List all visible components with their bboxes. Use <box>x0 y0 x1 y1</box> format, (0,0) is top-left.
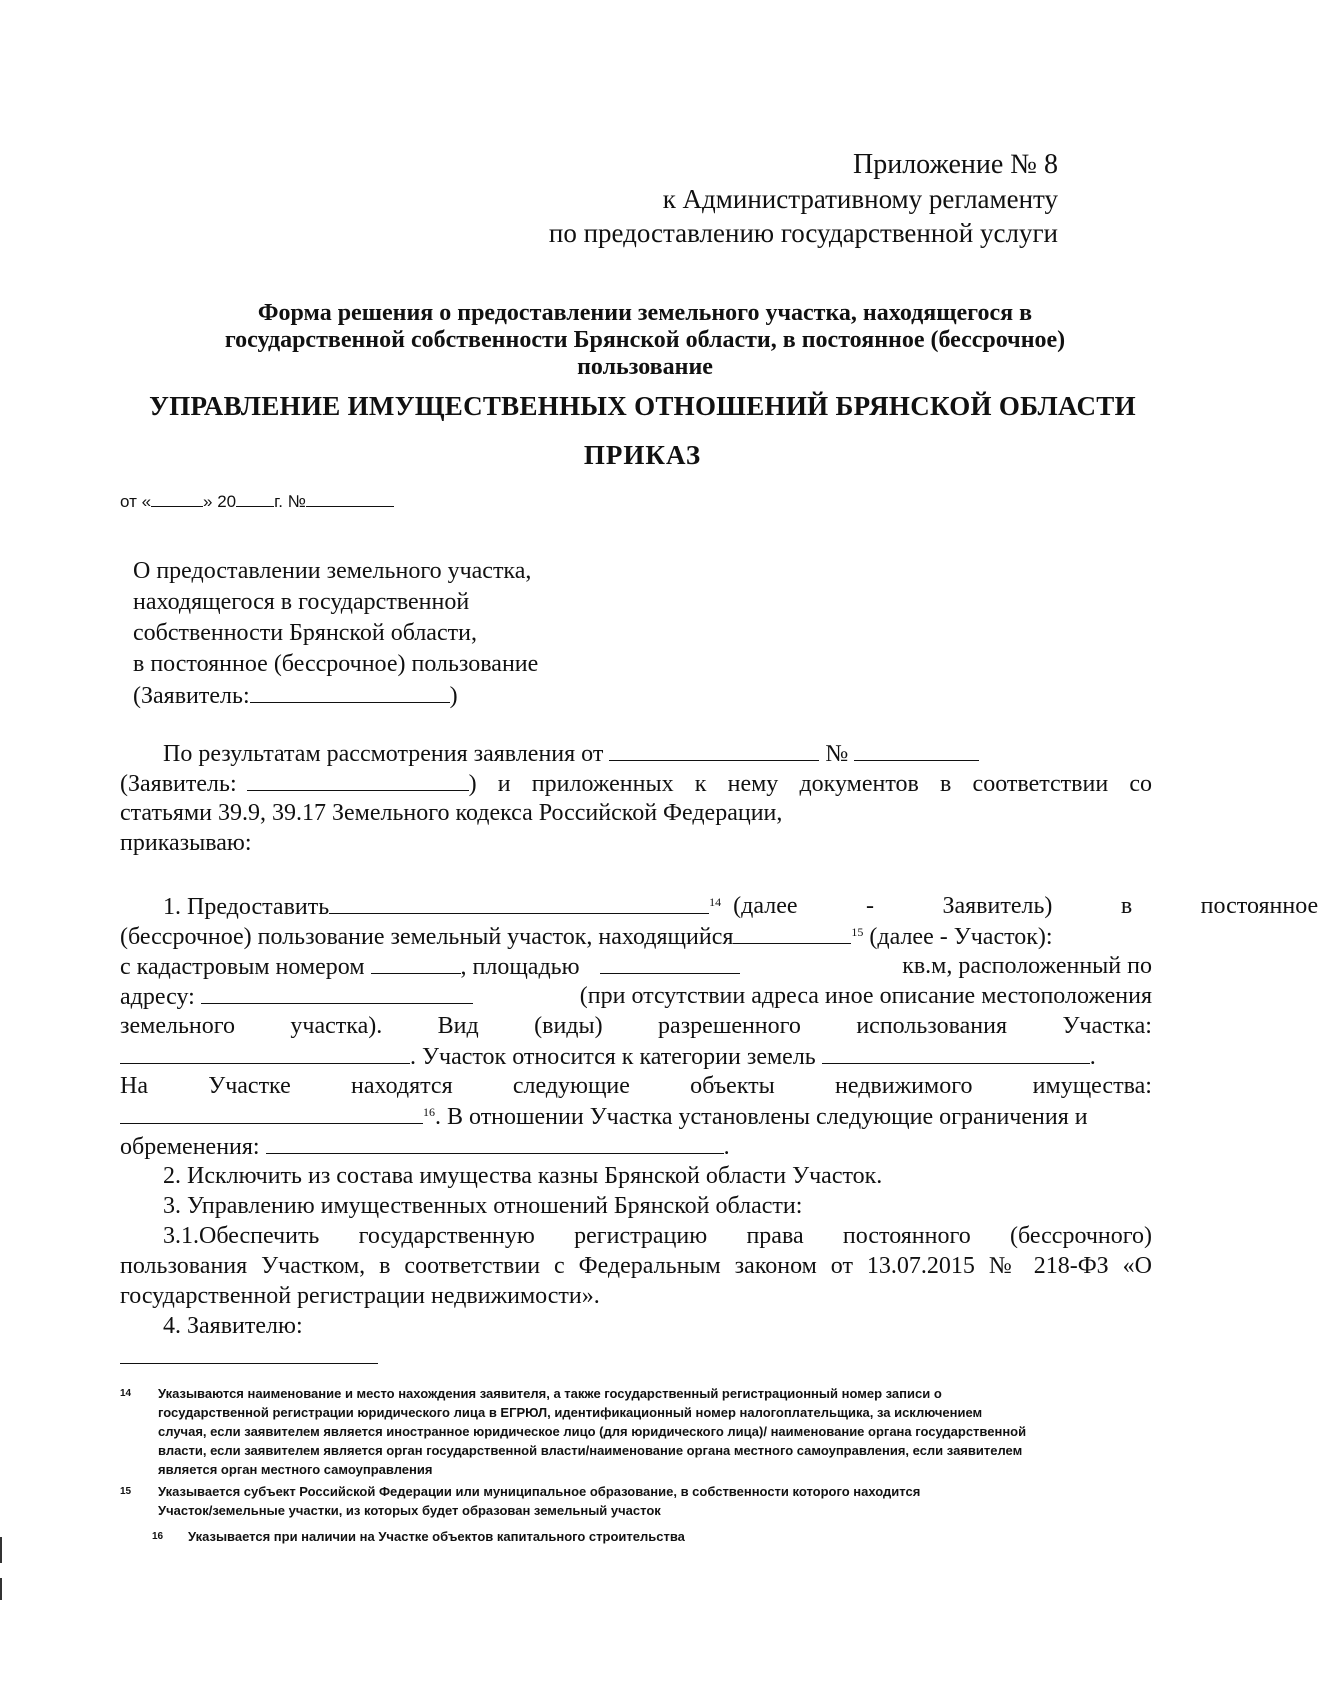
footnote-line: власти, если заявителем является орган государственной власти/наименование органа местного самоуправления, если заявителем <box>158 1443 1023 1458</box>
application-number-blank <box>854 738 979 761</box>
subject-line-5 <box>133 680 538 712</box>
period: . <box>723 1134 730 1160</box>
item1-line-7 <box>120 1071 1152 1101</box>
item31-line-3: государственной регистрации недвижимости». <box>120 1283 600 1309</box>
word: следующие <box>512 1073 630 1099</box>
word: объекты <box>690 1073 775 1099</box>
footnote-line: Указывается субъект Российской Федерации или муниципальное образование, в собственности которого находится <box>158 1484 921 1499</box>
item1-plot-location-text: (бессрочное) пользование земельный участок, находящийся <box>120 924 734 950</box>
real-estate-objects-blank <box>120 1101 423 1124</box>
footnote-ref-16: 16 <box>423 1105 435 1119</box>
item1-line-1 <box>163 891 1318 922</box>
owner-blank <box>733 921 851 944</box>
footnote-line: Участок/земельные участки, из которых будет образован земельный участок <box>158 1503 661 1518</box>
word: (бессрочного) <box>1010 1223 1152 1249</box>
order-subject <box>133 556 538 712</box>
footnote-15-mark <box>120 1480 131 1501</box>
order-heading: ПРИКАЗ <box>583 440 702 470</box>
form-title <box>0 300 1200 381</box>
word: земельного <box>120 1013 235 1039</box>
footnote-line: Указывается при наличии на Участке объектов капитального строительства <box>188 1529 685 1544</box>
scan-edge-mark <box>0 1578 2 1600</box>
appendix-header <box>549 148 1058 250</box>
grantee-blank <box>329 891 709 914</box>
item1-line-4 <box>120 981 1152 1012</box>
item1-grant-text: 1. Предоставить <box>163 894 330 920</box>
item31-line-1 <box>163 1221 1152 1251</box>
footnote-line: является орган местного самоуправления <box>158 1462 433 1477</box>
subject-close-paren: ) <box>449 683 458 709</box>
land-category-blank <box>822 1041 1090 1064</box>
footnote-mark: 16 <box>152 1531 164 1542</box>
word: постоянного <box>842 1223 971 1249</box>
permitted-use-blank <box>120 1041 410 1064</box>
dateline-year: » 20 <box>203 492 237 511</box>
word: регистрацию <box>574 1223 708 1249</box>
dateline-number-label: г. № <box>274 492 306 511</box>
word: 3.1.Обеспечить <box>163 1223 320 1249</box>
word: Участке <box>208 1073 291 1099</box>
address-blank <box>201 981 473 1004</box>
period: . <box>1089 1044 1096 1070</box>
word: На <box>120 1073 148 1099</box>
cadastral-label: с кадастровым номером <box>120 954 365 980</box>
subject-applicant-label: (Заявитель: <box>133 683 250 709</box>
word: имущества: <box>1032 1073 1152 1099</box>
word: права <box>746 1223 804 1249</box>
restrictions-text: . В отношении Участка установлены следующие ограничения и <box>435 1104 1088 1130</box>
item1-line-8 <box>120 1101 1088 1132</box>
encumbrances-blank <box>266 1131 724 1154</box>
item1-line-3 <box>120 951 1152 982</box>
application-date-blank <box>609 738 819 761</box>
preamble-line-4: приказываю: <box>120 830 252 856</box>
footnote-14-mark <box>120 1382 131 1403</box>
item1-line-6 <box>120 1041 1152 1072</box>
word: участка). <box>290 1013 383 1039</box>
order-date-line <box>120 492 394 512</box>
form-title-line-2: государственной собственности Брянской области, в постоянное (бессрочное) <box>224 327 1066 353</box>
dateline-from: от « <box>120 492 152 511</box>
appendix-service: по предоставлению государственной услуги <box>548 218 1058 248</box>
item1-line-5 <box>120 1011 1152 1041</box>
footnote-ref-15: 15 <box>851 925 864 939</box>
applicant-blank <box>250 680 450 703</box>
year-blank <box>236 492 274 507</box>
preamble-documents-text: ) и приложенных к нему документов в соответствии со <box>468 771 1152 797</box>
address-label: адресу: <box>120 984 195 1010</box>
area-unit-text: кв.м, расположенный по <box>902 953 1152 979</box>
subject-line-2: находящегося в государственной <box>133 589 470 615</box>
organization-name: УПРАВЛЕНИЕ ИМУЩЕСТВЕННЫХ ОТНОШЕНИЙ БРЯНСКОЙ ОБЛАСТИ <box>149 391 1136 421</box>
item2: 2. Исключить из состава имущества казны Брянской области Участок. <box>163 1163 883 1189</box>
word: Участка: <box>1062 1013 1152 1039</box>
item1-line-9 <box>120 1131 730 1162</box>
area-blank <box>600 951 740 974</box>
footnote-line: случая, если заявителем является иностранное юридическое лицо (для юридического лица)/ наименование органа государственной <box>158 1424 1027 1439</box>
form-title-line-1: Форма решения о предоставлении земельного участка, находящегося в <box>257 300 1033 326</box>
footnote-mark: 14 <box>120 1388 132 1399</box>
footnote-14 <box>158 1384 1158 1479</box>
item1-plot-definition: (далее - Участок): <box>869 924 1053 950</box>
word: государственную <box>358 1223 535 1249</box>
footnote-ref-14: 14 <box>709 895 722 909</box>
scan-edge-mark <box>0 1537 2 1563</box>
land-category-text: . Участок относится к категории земель <box>410 1044 816 1070</box>
appendix-number: Приложение № 8 <box>853 149 1058 180</box>
word: находятся <box>351 1073 453 1099</box>
item1-line-2 <box>120 921 1053 952</box>
address-alternative-text: (при отсутствии адреса иное описание местоположения <box>579 983 1152 1009</box>
preamble-applicant-blank <box>247 768 469 791</box>
cadastral-number-blank <box>371 951 461 974</box>
order-number-blank <box>306 492 394 507</box>
word: использования <box>856 1013 1008 1039</box>
word: (виды) <box>534 1013 603 1039</box>
footnote-16-mark <box>152 1525 163 1546</box>
encumbrances-label: обременения: <box>120 1134 260 1160</box>
footnote-separator <box>120 1363 378 1364</box>
item3: 3. Управлению имущественных отношений Брянской области: <box>163 1193 803 1219</box>
preamble-line-2 <box>120 768 1152 799</box>
footnote-15 <box>158 1482 1158 1520</box>
day-blank <box>151 492 203 507</box>
item4: 4. Заявителю: <box>163 1313 303 1339</box>
area-label: , площадью <box>460 954 580 980</box>
subject-line-1: О предоставлении земельного участка, <box>133 558 532 584</box>
footnote-16 <box>188 1527 1088 1546</box>
form-title-line-3: пользование <box>577 354 713 380</box>
word: Вид <box>437 1013 479 1039</box>
word: недвижимого <box>835 1073 973 1099</box>
appendix-regulation: к Административному регламенту <box>662 184 1058 214</box>
application-number-label: № <box>825 741 849 767</box>
preamble-text: По результатам рассмотрения заявления от <box>163 741 604 767</box>
preamble-line-3: статьями 39.9, 39.17 Земельного кодекса Российской Федерации, <box>120 800 783 826</box>
item1-after-grantee: (далее - Заявитель) в постоянное <box>733 893 1318 919</box>
preamble-line-1 <box>163 738 979 769</box>
footnote-mark: 15 <box>120 1486 132 1497</box>
word: разрешенного <box>658 1013 801 1039</box>
item31-line-2: пользования Участком, в соответствии с Федеральным законом от 13.07.2015 № 218-ФЗ «О <box>120 1253 1152 1279</box>
footnote-line: Указываются наименование и место нахождения заявителя, а также государственный регистрационный номер записи о <box>158 1386 942 1401</box>
subject-line-3: собственности Брянской области, <box>133 620 477 646</box>
preamble-applicant-label: (Заявитель: <box>120 771 237 797</box>
subject-line-4: в постоянное (бессрочное) пользование <box>133 651 539 677</box>
footnote-line: государственной регистрации юридического лица в ЕГРЮЛ, идентификационный номер налогоплательщика, за исключением <box>158 1405 983 1420</box>
